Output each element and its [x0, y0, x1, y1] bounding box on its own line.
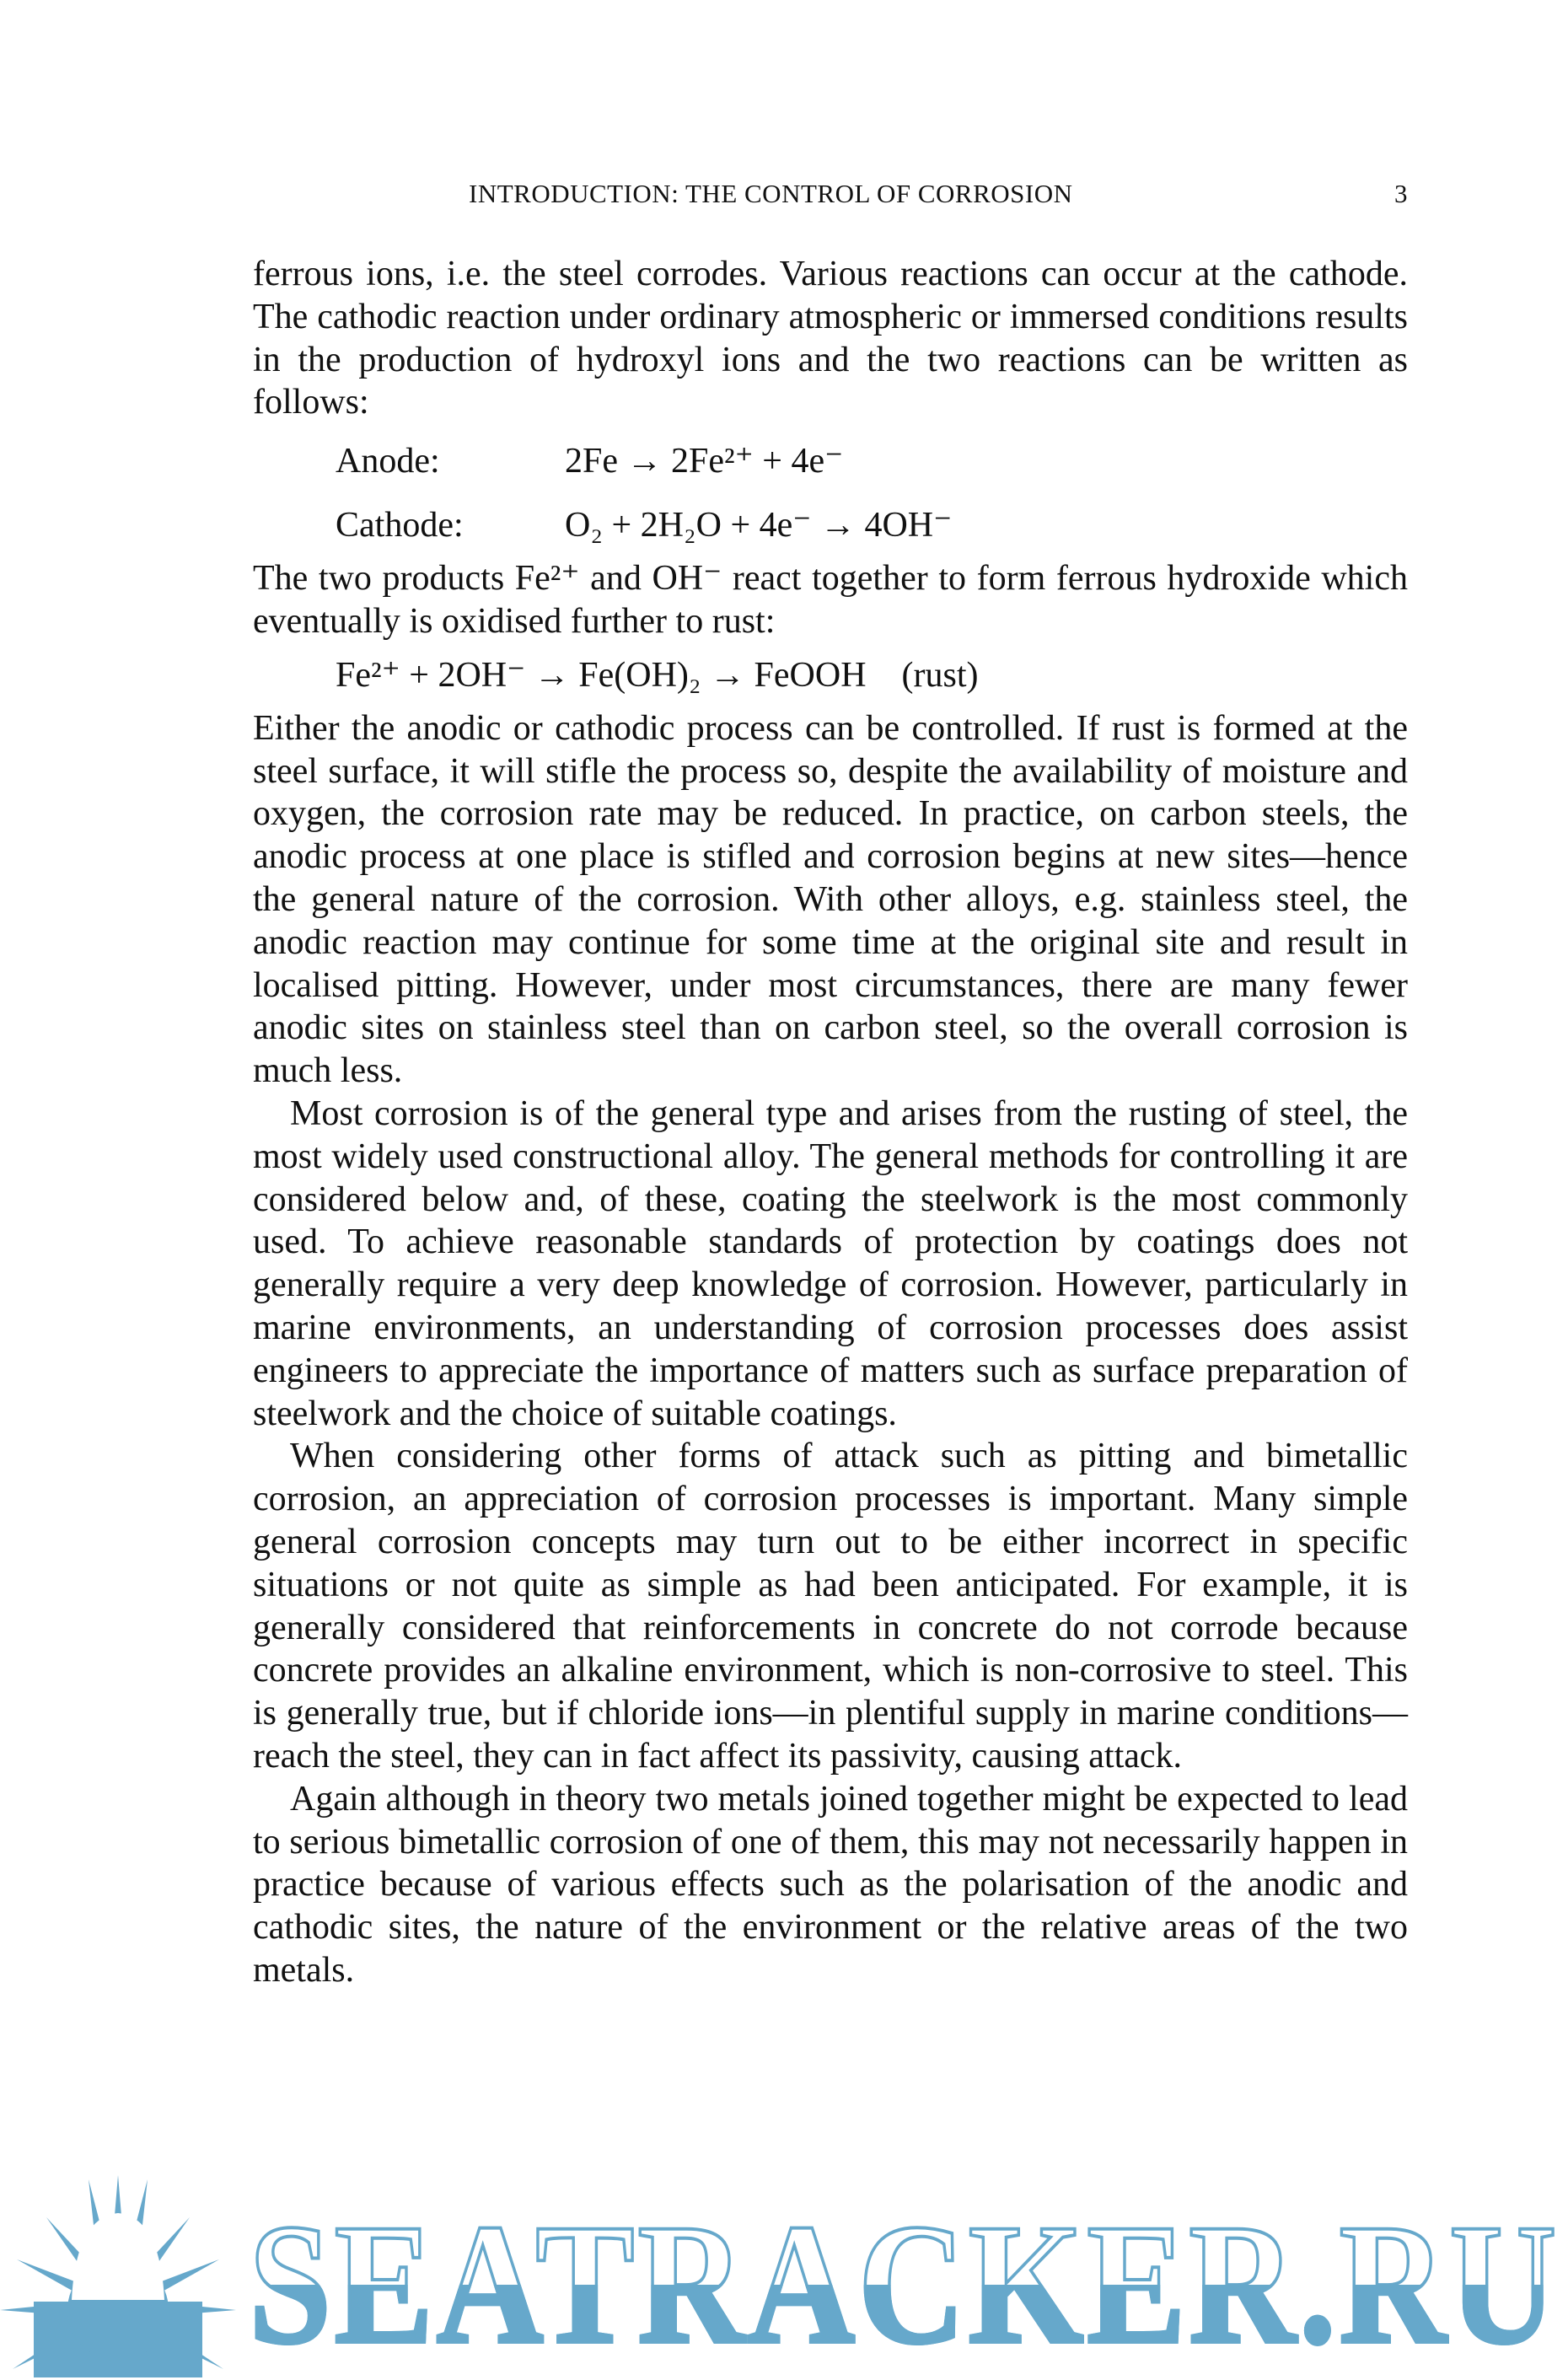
- paragraph-1: ferrous ions, i.e. the steel corrodes. Various reactions can occur at the cathode. The cathodic reaction under ordinary atmospheric or immersed conditions results in the production of hydroxyl ions and the two reactions can be written as follows:: [253, 255, 1408, 422]
- equation-label: Anode:: [336, 442, 440, 481]
- page-body: [253, 253, 1408, 1992]
- equation-expr: Fe²⁺ + 2OH⁻ → Fe(OH)₂ → FeOOH (rust): [336, 655, 979, 695]
- equation-expr: O₂ + 2H₂O + 4e⁻ → 4OH⁻: [565, 506, 953, 545]
- paragraph-6: Again although in theory two metals joined together might be expected to lead to serious bimetallic corrosion of one of them, this may not necessarily happen in practice because of various effects such as the polarisation of the anodic and cathodic sites, the nature of the environment or the relative areas of the two metals.: [253, 1779, 1408, 1990]
- watermark-text: SEATRACKER.RU: [249, 2189, 1560, 2380]
- paragraph-3: Either the anodic or cathodic process can be controlled. If rust is formed at the steel surface, it will stifle the process so, despite the availability of moisture and oxygen, the corrosion rate may be reduced. In practice, on carbon steels, the anodic process at one place is stifled and corrosion begins at new sites—hence the general nature of the corrosion. With other alloys, e.g. stainless steel, the anodic reaction may continue for some time at the original site and result in localised pitting. However, under most circumstances, there are many fewer anodic sites on stainless steel than on carbon steel, so the overall corrosion is much less.: [253, 708, 1408, 1091]
- equation-expr: 2Fe → 2Fe²⁺ + 4e⁻: [565, 442, 844, 481]
- equation-rust: [253, 643, 1408, 707]
- paragraph-4: Most corrosion is of the general type and arises from the rusting of steel, the most widely used constructional alloy. The general methods for controlling it are considered below and, of these, coating the steelwork is the most commonly used. To achieve reasonable standards of protection by coatings does not generally require a very deep knowledge of corrosion. However, particularly in marine environments, an understanding of corrosion processes does assist engineers to appreciate the importance of matters such as surface preparation of steelwork and the choice of suitable coatings.: [253, 1093, 1408, 1433]
- watermark: [0, 2184, 1568, 2380]
- sun-icon: [0, 2175, 236, 2377]
- equation-label: Cathode:: [336, 506, 464, 545]
- page-number: 3: [1394, 179, 1408, 208]
- running-head-title: INTRODUCTION: THE CONTROL OF CORROSION: [469, 179, 1073, 208]
- equation-anode: [253, 429, 1408, 493]
- paragraph-5: When considering other forms of attack such as pitting and bimetallic corrosion, an appreciation of corrosion processes is important. Many simple general corrosion concepts may turn out to be either incorrect in specific situations or not quite as simple as had been anticipated. For example, it is generally considered that reinforcements in concrete do not corrode because concrete provides an alkaline environment, which is non-corrosive to steel. This is generally true, but if chloride ions—in plentiful supply in marine conditions—reach the steel, they can in fact affect its passivity, causing attack.: [253, 1437, 1408, 1776]
- running-head: [469, 179, 1408, 221]
- equation-cathode: [253, 493, 1408, 557]
- paragraph-2: The two products Fe²⁺ and OH⁻ react together to form ferrous hydroxide which eventually is oxidised further to rust:: [253, 559, 1408, 641]
